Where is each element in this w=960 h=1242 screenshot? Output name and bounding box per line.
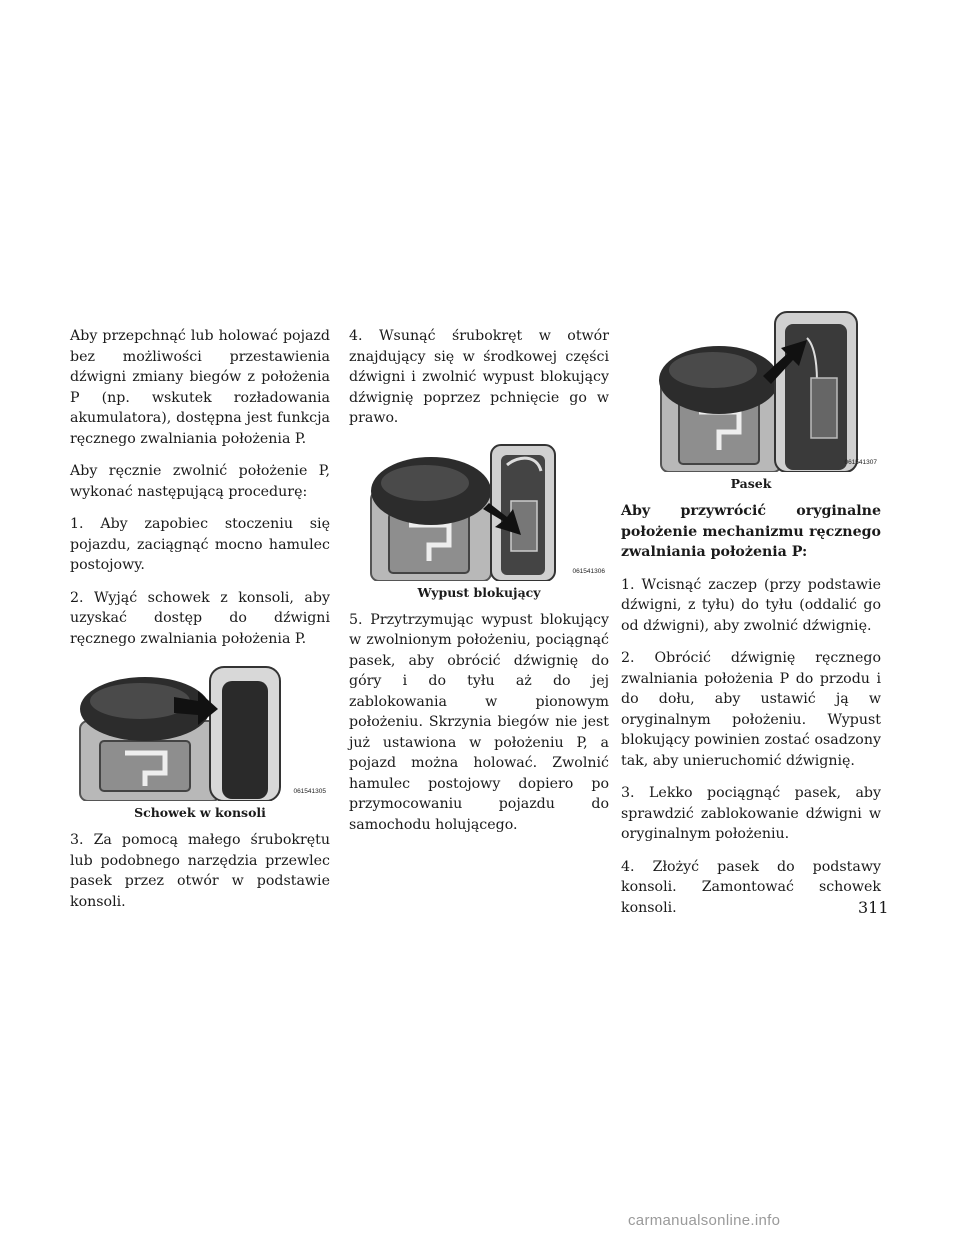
figure-code: 061541306	[572, 567, 605, 575]
paragraph: Aby ręcznie zwolnić położenie P, wykonać następującą procedurę:	[70, 463, 330, 500]
figure-code: 061541305	[293, 788, 326, 795]
column-1	[70, 326, 330, 924]
paragraph: 2. Wyjąć schowek z konsoli, aby uzyskać dostęp do dźwigni ręcznego zwalniania położenia P.	[70, 589, 330, 647]
console-bin-illustration	[70, 661, 330, 801]
figure-caption: Schowek w konsoli	[134, 805, 266, 820]
paragraph: 5. Przytrzymując wypust blokujący w zwolnionym położeniu, pociągnąć pasek, aby obrócić dźwignię do góry i do tyłu aż do jej zablokowania w pionowym położeniu. Skrzynia biegów nie jest już ustawiona w położeniu P, a pojazd można holować. Zwolnić hamulec postojowy dopiero po przymocowaniu pojazdu do samochodu holującego.	[349, 611, 609, 833]
figure-strap	[657, 308, 881, 472]
paragraph: 4. Wsunąć śrubokręt w otwór znajdujący się w środkowej części dźwigni i zwolnić wypust blokujący dźwignię poprzez pchnięcie go w prawo.	[349, 328, 609, 426]
figure-caption: Wypust blokujący	[417, 584, 541, 600]
paragraph: 3. Za pomocą małego śrubokrętu lub podobnego narzędzia przewlec pasek przez otwór w podstawie konsoli.	[70, 832, 330, 910]
paragraph: 3. Lekko pociągnąć pasek, aby sprawdzić zablokowanie dźwigni w oryginalnym położeniu.	[621, 785, 881, 842]
page-number: 311	[858, 898, 889, 917]
figure-code: 061541307	[844, 459, 877, 466]
paragraph: 2. Obrócić dźwignię ręcznego zwalniania położenia P do przodu i do dołu, aby ustawić ją w oryginalnym położeniu. Wypust blokujący powinien zostać osadzony tak, aby unieruchomić dźwignię.	[621, 650, 881, 769]
locking-tab-illustration	[369, 441, 587, 581]
paragraph: 1. Aby zapobiec stoczeniu się pojazdu, zaciągnąć mocno hamulec postojowy.	[70, 516, 330, 573]
paragraph: 1. Wcisnąć zaczep (przy podstawie dźwigni, z tyłu) do tyłu (oddalić go od dźwigni), aby zwolnić dźwignię.	[621, 576, 881, 634]
watermark: carmanualsonline.info	[628, 1212, 781, 1229]
column-2	[349, 326, 609, 847]
figure-caption: Pasek	[730, 476, 772, 491]
column-3	[621, 308, 881, 930]
paragraph: Aby przepchnąć lub holować pojazd bez możliwości przestawienia dźwigni zmiany biegów z położenia P (np. wskutek rozładowania akumulatora), dostępna jest funkcja ręcznego zwalniania położenia P.	[70, 328, 330, 447]
section-heading: Aby przywrócić oryginalne położenie mechanizmu ręcznego zwalniania położenia P:	[621, 503, 881, 560]
figure-console-bin	[70, 661, 330, 801]
figure-locking-tab	[369, 441, 609, 581]
paragraph: 4. Złożyć pasek do podstawy konsoli. Zamontować schowek konsoli.	[621, 858, 881, 916]
strap-illustration	[657, 308, 875, 472]
